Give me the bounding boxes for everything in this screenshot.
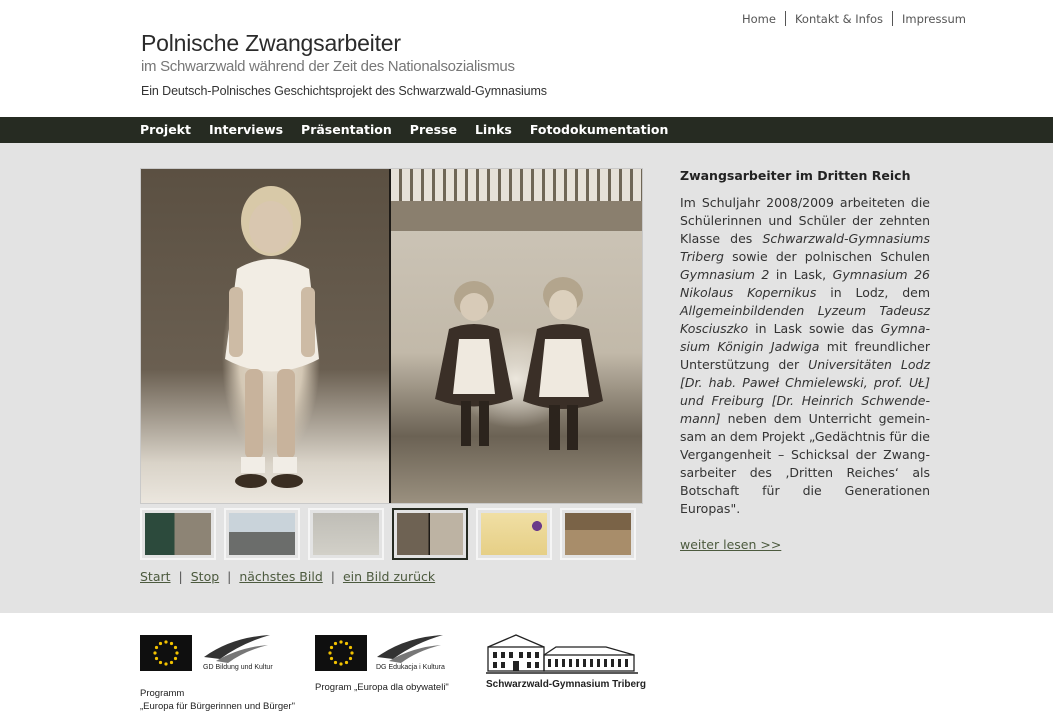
logo1-dg-label: GD Bildung und Kultur bbox=[203, 664, 273, 671]
article-text-italic: Gymnasium 26 Nikolaus Kopernikus bbox=[680, 267, 930, 300]
slideshow-thumbnails bbox=[140, 508, 644, 560]
article-text-italic: Gymnasium 2 bbox=[680, 267, 770, 282]
logo1-caption-line1: Programm bbox=[140, 688, 185, 699]
thumbnail-1[interactable] bbox=[140, 508, 216, 560]
swoosh-icon bbox=[202, 633, 272, 663]
logo1-caption-line2: „Europa für Bürgerinnen und Bürger" bbox=[140, 701, 295, 712]
nav-item-fotodokumentation[interactable]: Fotodokumentation bbox=[529, 122, 669, 137]
eu-flag-icon bbox=[140, 635, 192, 671]
article-body bbox=[680, 194, 930, 518]
article-text-italic: Gymnasium Königin Jadwiga bbox=[680, 321, 930, 354]
read-more-link[interactable]: weiter lesen >> bbox=[680, 537, 782, 552]
article-text-italic: Universitäten Lodz [Dr. hab. Paweł Chmielewski, prof. UŁ] und Freiburg [Dr. Heinrich Schwendemann] bbox=[680, 357, 931, 426]
logo2-caption: Program „Europa dla obywateli" bbox=[315, 682, 449, 693]
nav-item-projekt[interactable]: Projekt bbox=[140, 122, 191, 137]
thumbnail-3[interactable] bbox=[308, 508, 384, 560]
eu-logo-pl[interactable] bbox=[315, 633, 485, 708]
top-links bbox=[742, 11, 966, 26]
site-title[interactable]: Polnische Zwangsarbeiter bbox=[141, 30, 401, 56]
school-name: Schwarzwald-Gymnasium Triberg bbox=[486, 679, 647, 690]
nav-item-presse[interactable]: Presse bbox=[409, 122, 457, 137]
slideshow-controls bbox=[140, 569, 435, 584]
top-link-divider bbox=[892, 11, 893, 26]
thumbnail-6[interactable] bbox=[560, 508, 636, 560]
article-text: Im Schuljahr 2008/2009 arbeiteten die Schülerinnen und Schüler der zehnten Klasse des bbox=[680, 195, 930, 246]
logo2-dg-label: DG Edukacja i Kultura bbox=[376, 664, 445, 671]
school-logo[interactable] bbox=[486, 633, 651, 693]
swoosh-icon bbox=[375, 633, 445, 663]
nav-item-praesentation[interactable]: Präsentation bbox=[301, 122, 392, 137]
slideshow-start-link[interactable]: Start bbox=[140, 569, 171, 584]
eu-logo-de[interactable] bbox=[140, 633, 310, 712]
main-navigation bbox=[0, 117, 1053, 143]
article-text-italic: Allgemeinbildenden Lyzeum Tadeusz Kosciuszko bbox=[680, 303, 930, 336]
article-paragraph bbox=[680, 194, 930, 518]
eu-flag-icon bbox=[315, 635, 367, 671]
article-text: in Lask, bbox=[769, 267, 833, 282]
nav-item-links[interactable]: Links bbox=[474, 122, 512, 137]
article-text: in Lodz, dem bbox=[816, 285, 931, 300]
top-link-divider bbox=[785, 11, 786, 26]
article-text: in Lask sowie das bbox=[748, 321, 881, 336]
slideshow-prev-link[interactable]: ein Bild zurück bbox=[342, 569, 436, 584]
photo-figures bbox=[141, 169, 642, 503]
site-tagline: Ein Deutsch-Polnisches Geschichtsprojekt des Schwarzwald-Gymnasiums bbox=[141, 84, 547, 98]
school-building-icon bbox=[486, 633, 638, 675]
article-title: Zwangsarbeiter im Dritten Reich bbox=[680, 168, 911, 183]
top-link-home[interactable]: Home bbox=[742, 11, 776, 26]
control-separator: | bbox=[227, 569, 232, 584]
thumbnail-2[interactable] bbox=[224, 508, 300, 560]
main-content bbox=[0, 143, 1053, 613]
article-text: mit freundlicher Unterstützung der bbox=[680, 339, 930, 372]
footer-logos bbox=[0, 613, 1053, 717]
thumbnail-4[interactable] bbox=[392, 508, 468, 560]
article-text: neben dem Unterricht gemeinsam an dem Projekt „Gedächtnis für die Vergangenheit – Schicksal der Zwangsarbeiter des ‚Dritten Reiches‘ als Botschaft für die Generationen Europas". bbox=[680, 411, 930, 516]
site-subtitle: im Schwarzwald während der Zeit des Nationalsozialismus bbox=[141, 58, 515, 75]
slideshow-main-image bbox=[140, 168, 643, 504]
nav-item-interviews[interactable]: Interviews bbox=[208, 122, 284, 137]
slideshow-next-link[interactable]: nächstes Bild bbox=[239, 569, 323, 584]
slideshow-stop-link[interactable]: Stop bbox=[190, 569, 220, 584]
thumbnail-5[interactable] bbox=[476, 508, 552, 560]
article-text: sowie der polnischen Schulen bbox=[723, 249, 930, 264]
control-separator: | bbox=[178, 569, 183, 584]
top-link-impressum[interactable]: Impressum bbox=[902, 11, 966, 26]
control-separator: | bbox=[330, 569, 335, 584]
article-text-italic: Schwarzwald-Gymnasiums Triberg bbox=[680, 231, 930, 264]
top-link-kontakt[interactable]: Kontakt & Infos bbox=[794, 11, 884, 26]
